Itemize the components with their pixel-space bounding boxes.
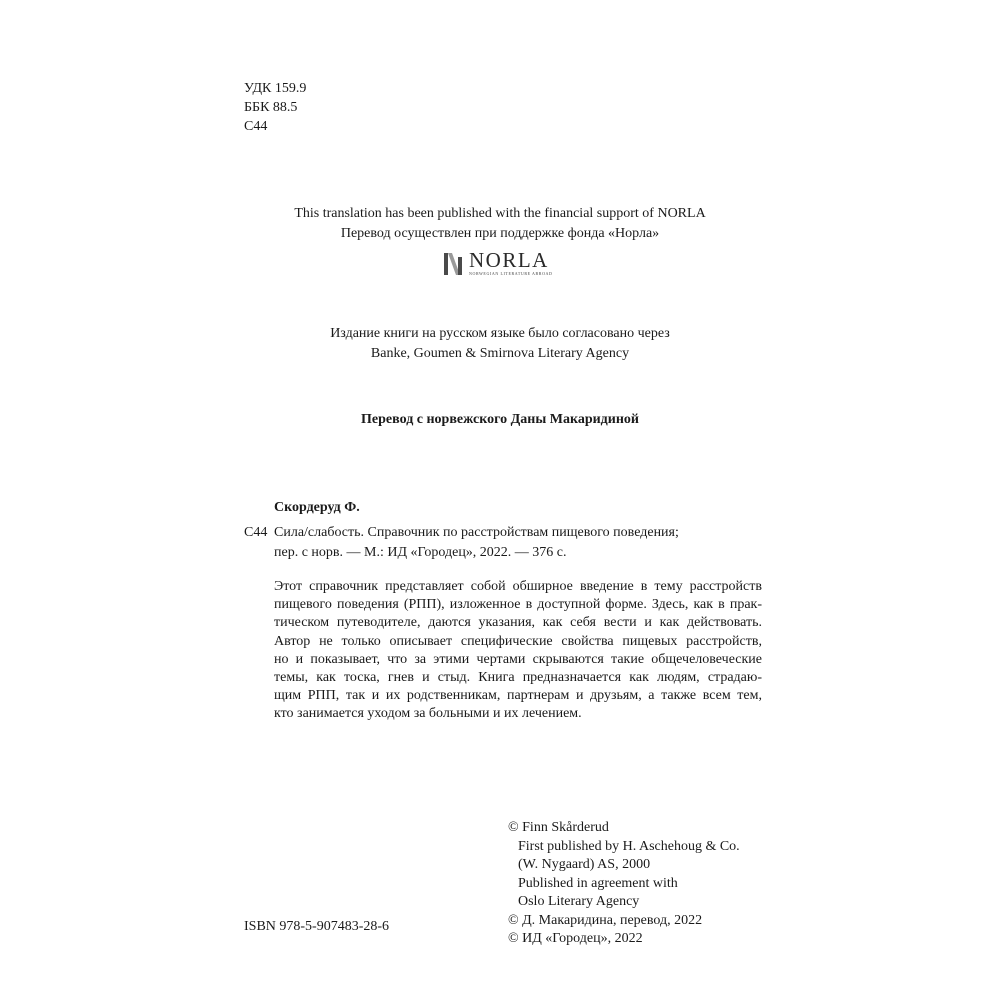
- annotation-line: темы, как тоска, гнев и стыд. Книга предназначается как людям, страдаю-: [274, 670, 762, 686]
- support-russian: Перевод осуществлен при поддержке фонда «Норла»: [340, 226, 660, 241]
- copyright-line: © ИД «Городец», 2022: [508, 931, 643, 946]
- annotation: [274, 578, 762, 724]
- bib-description: [274, 523, 679, 563]
- author-mark: С44: [244, 119, 268, 134]
- norla-logo: [443, 249, 553, 277]
- annotation-line: но и показывает, что за этими чертами скрываются такие общечеловеческие: [274, 651, 762, 667]
- copyright-line: © Д. Макаридина, перевод, 2022: [508, 912, 703, 928]
- copyright-line: Oslo Literary Agency: [518, 894, 640, 909]
- annotation-line: Автор не только описывает специфические свойства пищевых расстройств,: [274, 633, 762, 649]
- bib-author: Скордеруд Ф.: [274, 500, 360, 515]
- copyright-block: [508, 819, 740, 949]
- norla-tagline: NORWEGIAN LITERATURE ABROAD: [469, 270, 553, 276]
- norla-wordmark: [469, 247, 553, 276]
- norla-emblem-icon: [443, 250, 465, 276]
- annotation-line: кто занимается уходом за больными и их лечением.: [274, 706, 582, 722]
- bbk-code: ББК 88.5: [244, 100, 298, 115]
- classification-block: [244, 79, 306, 136]
- copyright-line: First published by H. Aschehoug & Co.: [518, 838, 740, 854]
- copyright-line: © Finn Skårderud: [508, 820, 609, 835]
- copyright-line: (W. Nygaard) AS, 2000: [518, 857, 651, 872]
- translator-credit: Перевод с норвежского Даны Макаридиной: [361, 412, 639, 427]
- annotation-line: Этот справочник представляет собой обширное введение в тему расстройств: [274, 579, 762, 594]
- isbn: ISBN 978-5-907483-28-6: [244, 919, 390, 934]
- support-english: This translation has been published with the financial support of NORLA: [294, 206, 706, 221]
- annotation-line: щим РПП, так и их родственникам, партнерам и друзьям, а также всем тем,: [274, 688, 762, 704]
- annotation-line: пищевого поведения (РПП), изложенное в доступной форме. Здесь, как в прак-: [274, 597, 762, 613]
- norla-word: NORLA: [469, 247, 549, 272]
- udk-code: УДК 159.9: [244, 81, 307, 96]
- bib-shelf-code: С44: [244, 525, 268, 540]
- bib-title-line: Сила/слабость. Справочник по расстройствам пищевого поведения;: [274, 525, 679, 540]
- bib-imprint-line: пер. с норв. — М.: ИД «Городец», 2022. — 376 с.: [274, 545, 567, 560]
- agreement-line-2: Banke, Goumen & Smirnova Literary Agency: [370, 346, 630, 361]
- support-statement: [0, 204, 1000, 244]
- annotation-line: тическом путеводителе, даются указания, как себя вести и как действовать.: [274, 615, 762, 631]
- copyright-line: Published in agreement with: [518, 875, 678, 891]
- agreement-line-1: Издание книги на русском языке было согласовано через: [330, 326, 670, 341]
- agency-agreement: [0, 324, 1000, 364]
